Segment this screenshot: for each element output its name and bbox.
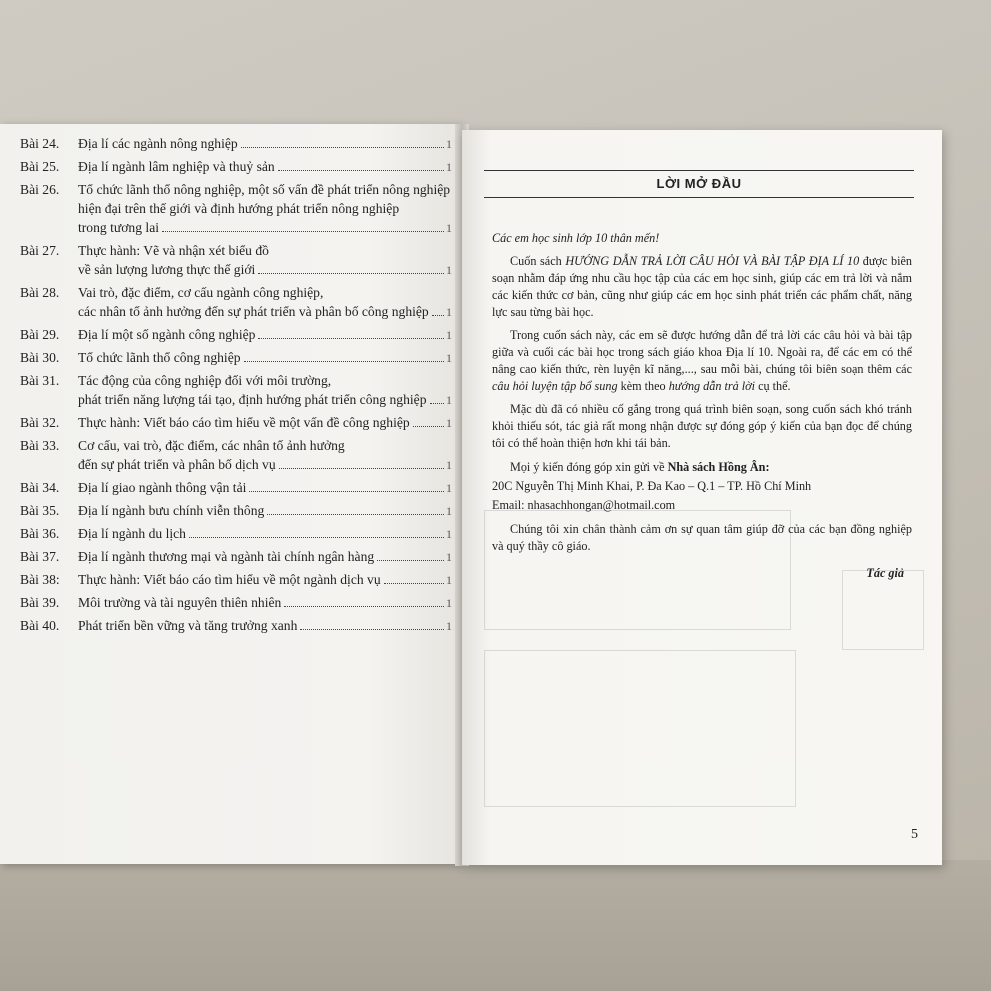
toc-page-number: 1 [446,221,452,235]
toc-entry [20,241,460,280]
toc-entry [20,180,460,238]
toc-entry [20,348,460,368]
toc-lesson-title: Phát triển bền vững và tăng trưởng xanh [78,618,298,633]
toc-lesson-title-cont: hiện đại trên thế giới và định hướng phát triển nông nghiệp [78,201,400,216]
toc-entry [20,478,460,498]
toc-entry [20,593,460,613]
toc-lesson-title: Tổ chức lãnh thổ nông nghiệp, một số vấn đề phát triển nông nghiệp [78,182,451,197]
toc-leader-dots [432,315,444,316]
toc-lesson-title: Thực hành: Viết báo cáo tìm hiểu về một vấn đề công nghiệp [78,415,410,430]
toc-lesson-number: Bài 36. [20,526,60,541]
toc-leader-dots [189,537,444,538]
toc-entry [20,134,460,154]
toc-leader-dots [258,273,444,274]
toc-entry [20,283,460,322]
toc-lesson-title-cont: các nhân tố ảnh hưởng đến sự phát triển và phân bố công nghiệp [78,304,429,319]
greeting: Các em học sinh lớp 10 thân mến! [492,231,660,245]
toc-lesson-number: Bài 26. [20,182,60,197]
toc-page-number: 1 [446,137,452,151]
toc-lesson-title: Cơ cấu, vai trò, đặc điểm, các nhân tố ảnh hưởng [78,438,345,453]
toc-entry [20,413,460,433]
toc-lesson-title: Môi trường và tài nguyên thiên nhiên [78,595,282,610]
toc-entry [20,501,460,521]
toc-entry [20,547,460,567]
toc-entry [20,616,460,636]
contact-email: Email: nhasachhongan@hotmail.com [492,498,676,512]
toc-lesson-title-cont: phát triển năng lượng tái tạo, định hướng phát triển công nghiệp [78,392,427,407]
toc-lesson-number: Bài 34. [20,480,60,495]
toc-page-number: 1 [446,263,452,277]
toc-leader-dots [284,606,444,607]
table-shadow [0,860,991,991]
toc-lesson-title: Vai trò, đặc điểm, cơ cấu ngành công nghiệp, [78,285,324,300]
page-number: 5 [911,827,918,842]
toc-lesson-title-cont: trong tương lai [78,220,160,235]
right-page-preface [462,130,942,865]
toc-lesson-number: Bài 29. [20,327,60,342]
author-signature: Tác giả [866,566,904,580]
toc-leader-dots [279,468,444,469]
toc-leader-dots [162,231,444,232]
toc-lesson-number: Bài 32. [20,415,60,430]
toc-leader-dots [278,170,444,171]
toc-lesson-number: Bài 35. [20,503,60,518]
toc-page-number: 1 [446,596,452,610]
preface-header: LỜI MỞ ĐẦU [484,170,914,198]
preface-content [492,230,912,582]
toc-lesson-title: Địa lí ngành du lịch [78,526,186,541]
toc-leader-dots [241,147,444,148]
toc-leader-dots [377,560,444,561]
toc-lesson-number: Bài 28. [20,285,60,300]
toc-lesson-title: Địa lí một số ngành công nghiệp [78,327,256,342]
toc-lesson-number: Bài 31. [20,373,60,388]
toc-page-number: 1 [446,550,452,564]
toc-entry [20,371,460,410]
toc-lesson-title: Địa lí ngành lâm nghiệp và thuỷ sản [78,159,275,174]
toc-lesson-title: Địa lí các ngành nông nghiệp [78,136,238,151]
toc-lesson-title: Địa lí giao ngành thông vận tải [78,480,247,495]
toc-leader-dots [300,629,444,630]
thanks-paragraph: Chúng tôi xin chân thành cảm ơn sự quan tâm giúp đỡ của các bạn đồng nghiệp và quý thầy cô giáo. [492,522,912,553]
toc-lesson-title: Tác động của công nghiệp đối với môi trường, [78,373,332,388]
paragraph-2: Trong cuốn sách này, các em sẽ được hướng dẫn để trả lời các câu hỏi và bài tập giữa và cuối các bài học trong sách giáo khoa Địa lí 10. Ngoài ra, để các em có thể nâng cao kiến thức, rèn luyện kĩ năng,..., sau mỗi bài, chúng tôi biên soạn thêm các câu hỏi luyện tập bổ sung kèm theo hướng dẫn trả lời cụ thể. [492,328,912,393]
toc-leader-dots [249,491,444,492]
toc-lesson-number: Bài 40. [20,618,60,633]
toc-lesson-number: Bài 33. [20,438,60,453]
table-of-contents [20,134,460,639]
toc-lesson-number: Bài 24. [20,136,60,151]
toc-page-number: 1 [446,160,452,174]
toc-leader-dots [258,338,444,339]
toc-lesson-number: Bài 30. [20,350,60,365]
toc-page-number: 1 [446,481,452,495]
toc-page-number: 1 [446,305,452,319]
toc-page-number: 1 [446,416,452,430]
toc-page-number: 1 [446,619,452,633]
contact-address: 20C Nguyễn Thị Minh Khai, P. Đa Kao – Q.1 – TP. Hồ Chí Minh [492,479,812,493]
toc-lesson-title: Địa lí ngành bưu chính viễn thông [78,503,265,518]
toc-leader-dots [267,514,444,515]
toc-lesson-number: Bài 27. [20,243,60,258]
toc-entry [20,325,460,345]
toc-page-number: 1 [446,458,452,472]
toc-lesson-title: Thực hành: Viết báo cáo tìm hiểu về một ngành dịch vụ [78,572,381,587]
toc-lesson-title: Thực hành: Vẽ và nhận xét biểu đồ [78,243,269,258]
bleed-through-box [842,570,924,650]
paragraph-1: Cuốn sách HƯỚNG DẪN TRẢ LỜI CÂU HỎI VÀ BÀI TẬP ĐỊA LÍ 10 được biên soạn nhằm đáp ứng nhu cầu học tập của các em học sinh, giúp các em trả lời và nắm các kiến thức cơ bản, cũng như giúp các em học sinh phát triển các phẩm chất, năng lực sau từng bài học. [492,254,912,319]
toc-lesson-number: Bài 39. [20,595,60,610]
toc-lesson-title-cont: về sản lượng lương thực thế giới [78,262,256,277]
contact-block: Mọi ý kiến đóng góp xin gửi về Nhà sách Hồng Ân: 20C Nguyễn Thị Minh Khai, P. Đa Kao – Q.1 – TP. Hồ Chí Minh Email: nhasachhongan@hotmail.com [492,458,912,515]
toc-leader-dots [244,361,444,362]
toc-page-number: 1 [446,573,452,587]
toc-lesson-number: Bài 37. [20,549,60,564]
toc-lesson-title-cont: đến sự phát triển và phân bố dịch vụ [78,457,276,472]
toc-entry [20,157,460,177]
toc-page-number: 1 [446,328,452,342]
toc-page-number: 1 [446,504,452,518]
left-page-table-of-contents [0,124,462,864]
toc-entry [20,570,460,590]
paragraph-3: Mặc dù đã có nhiều cố gắng trong quá trình biên soạn, song cuốn sách khó tránh khỏi thiếu sót, tác giả rất mong nhận được sự đóng góp ý kiến của bạn đọc để chúng tôi có thể hoàn thiện hơn khi tái bản. [492,402,912,450]
toc-page-number: 1 [446,351,452,365]
toc-leader-dots [413,426,444,427]
toc-entry [20,524,460,544]
toc-entry [20,436,460,475]
toc-leader-dots [384,583,444,584]
toc-lesson-title: Địa lí ngành thương mại và ngành tài chính ngân hàng [78,549,375,564]
toc-lesson-number: Bài 25. [20,159,60,174]
bleed-through-box [484,650,796,807]
toc-page-number: 1 [446,393,452,407]
toc-lesson-title: Tổ chức lãnh thổ công nghiệp [78,350,241,365]
toc-page-number: 1 [446,527,452,541]
toc-leader-dots [430,403,445,404]
toc-lesson-number: Bài 38: [20,572,60,587]
